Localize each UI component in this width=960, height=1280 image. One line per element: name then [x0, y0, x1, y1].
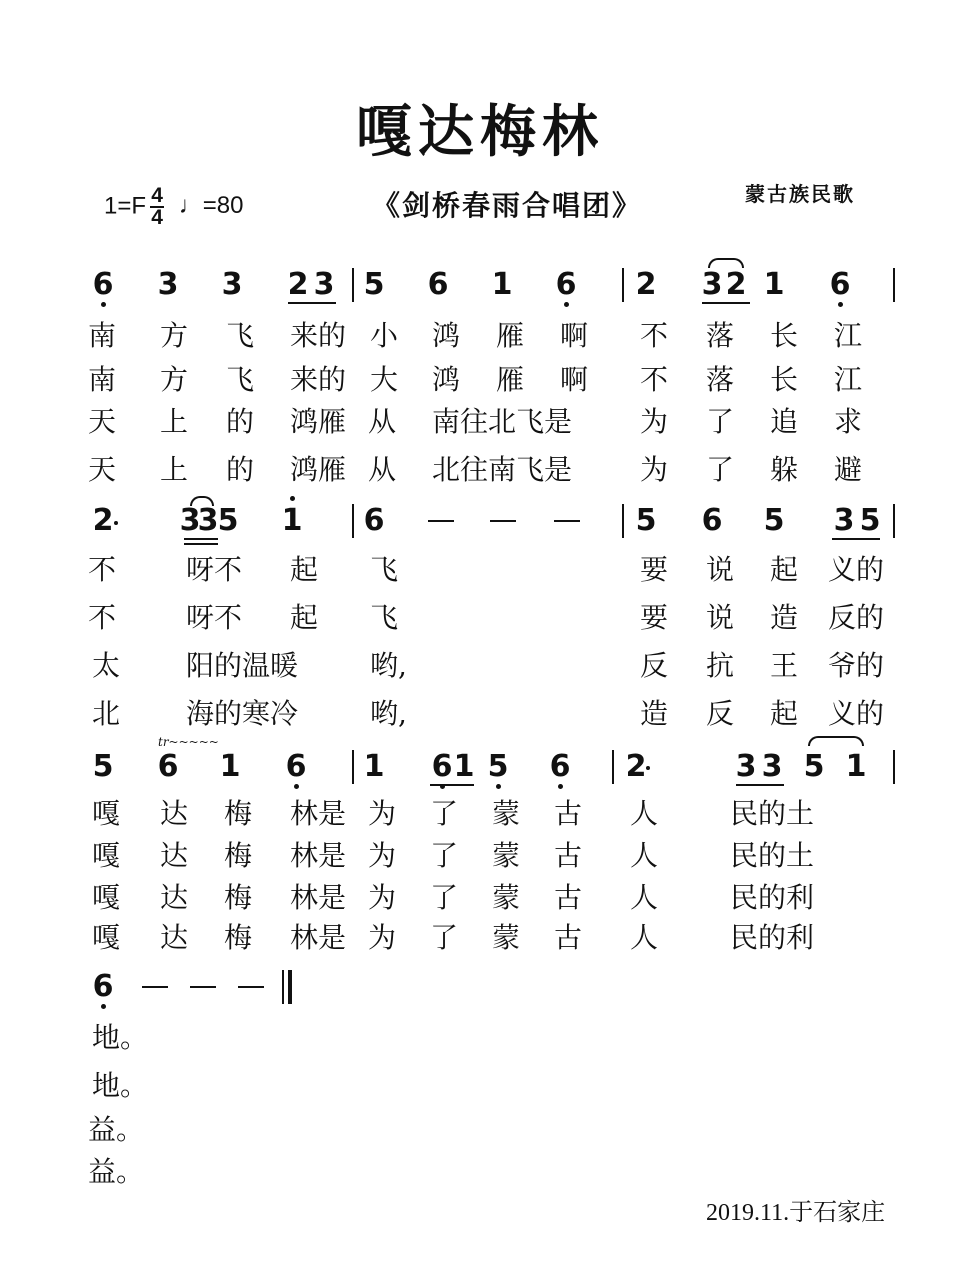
eighth-underline: [184, 538, 218, 540]
lyric-syllable: 了: [430, 921, 459, 954]
lyric-syllable: 人: [630, 839, 659, 872]
lyric-syllable: 鸿雁: [290, 405, 347, 438]
lyric-syllable: 小: [370, 319, 399, 352]
bar-line: [893, 750, 895, 784]
lyric-syllable: 林是: [290, 921, 347, 954]
lyric-syllable: 古: [554, 839, 583, 872]
bar-line: [352, 504, 354, 538]
lyric-syllable: 太: [92, 649, 121, 682]
lyric-syllable: 鸿雁: [290, 453, 347, 486]
lyric-syllable: 求: [834, 405, 863, 438]
bar-line: [893, 268, 895, 302]
lyric-syllable: 的: [226, 453, 255, 486]
lyric-syllable: 江: [834, 363, 863, 396]
lyric-syllable: 南: [88, 363, 117, 396]
hold-dash: [190, 986, 216, 988]
lyric-syllable: 蒙: [492, 921, 521, 954]
note: 3: [157, 267, 179, 302]
bar-line: [352, 268, 354, 302]
lyric-syllable: 起: [770, 697, 799, 730]
note: 2: [725, 267, 747, 302]
lyric-syllable: 梅: [224, 881, 253, 914]
note: 5: [363, 267, 385, 302]
bar-line: [612, 750, 614, 784]
hold-dash: [554, 520, 580, 522]
trill-mark: tr~~~~~: [158, 735, 219, 749]
lyric-syllable: 地。: [92, 1021, 149, 1054]
lyric-syllable: 雁: [496, 319, 525, 352]
slur: [808, 736, 864, 746]
lyric-syllable: 梅: [224, 839, 253, 872]
lyric-syllable: 鸿: [432, 319, 461, 352]
lyric-syllable: 达: [160, 921, 189, 954]
note: 6: [92, 267, 114, 302]
lyric-syllable: 抗: [706, 649, 735, 682]
note: 5: [635, 503, 657, 538]
lyric-syllable: 反的: [828, 601, 885, 634]
lyric-syllable: 了: [706, 453, 735, 486]
key-signature: [104, 186, 243, 228]
lyric-syllable: 方: [160, 363, 189, 396]
tempo-mark: ♩=80: [178, 192, 244, 220]
lyric-syllable: 达: [160, 839, 189, 872]
lyric-syllable: 南: [88, 319, 117, 352]
lyric-syllable: 北: [92, 697, 121, 730]
lyric-syllable: 人: [630, 921, 659, 954]
lyric-syllable: 南往北飞是: [432, 405, 573, 438]
lyric-syllable: 不: [640, 363, 669, 396]
low-octave-dot: [564, 302, 569, 307]
note: 3: [221, 267, 243, 302]
lyric-syllable: 上: [160, 453, 189, 486]
lyric-syllable: 避: [834, 453, 863, 486]
note: 6: [427, 267, 449, 302]
note: 1: [763, 267, 785, 302]
lyric-syllable: 民的利: [730, 921, 815, 954]
lyric-syllable: 益。: [88, 1155, 145, 1188]
lyric-syllable: 人: [630, 797, 659, 830]
note: 3: [179, 503, 201, 538]
note: 5: [763, 503, 785, 538]
lyric-syllable: 躲: [770, 453, 799, 486]
lyric-syllable: 天: [88, 453, 117, 486]
low-octave-dot: [101, 1004, 106, 1009]
note: 2: [635, 267, 657, 302]
note: 3: [735, 749, 757, 784]
lyric-syllable: 啊: [560, 319, 589, 352]
lyric-syllable: 说: [706, 553, 735, 586]
low-octave-dot: [496, 784, 501, 789]
lyric-syllable: 不: [88, 553, 117, 586]
lyric-syllable: 了: [430, 881, 459, 914]
lyric-syllable: 义的: [828, 697, 885, 730]
lyric-syllable: 古: [554, 881, 583, 914]
key-prefix: 1=F: [104, 192, 147, 220]
time-beats: 4: [151, 184, 163, 207]
lyric-syllable: 蒙: [492, 839, 521, 872]
low-octave-dot: [294, 784, 299, 789]
note: 6: [363, 503, 385, 538]
lyric-syllable: 长: [770, 363, 799, 396]
lyric-syllable: 要: [640, 601, 669, 634]
note: 5: [217, 503, 239, 538]
note: 3: [313, 267, 335, 302]
eighth-underline: [430, 784, 474, 786]
lyric-syllable: 啊: [560, 363, 589, 396]
lyric-syllable: 天: [88, 405, 117, 438]
lyric-syllable: 来的: [290, 363, 347, 396]
note: 3: [701, 267, 723, 302]
lyric-syllable: 飞: [370, 601, 399, 634]
lyric-syllable: 起: [290, 553, 319, 586]
lyric-syllable: 人: [630, 881, 659, 914]
hold-dash: [428, 520, 454, 522]
lyric-syllable: 为: [368, 921, 397, 954]
sixteenth-underline: [184, 543, 218, 545]
lyric-syllable: 古: [554, 797, 583, 830]
date-signature: 2019.11.于石家庄: [706, 1200, 886, 1226]
lyric-syllable: 落: [706, 363, 735, 396]
lyric-syllable: 起: [290, 601, 319, 634]
augmentation-dot: [646, 766, 650, 770]
lyric-syllable: 造: [770, 601, 799, 634]
lyric-syllable: 阳的温暖: [186, 649, 299, 682]
lyric-syllable: 为: [640, 453, 669, 486]
lyric-syllable: 从: [368, 405, 397, 438]
lyric-syllable: 不: [88, 601, 117, 634]
note: 5: [92, 749, 114, 784]
lyric-syllable: 反: [706, 697, 735, 730]
lyric-syllable: 梅: [224, 921, 253, 954]
lyric-syllable: 飞: [226, 363, 255, 396]
lyric-syllable: 从: [368, 453, 397, 486]
bar-line: [893, 504, 895, 538]
choir-name: 《剑桥春雨合唱团》: [372, 189, 643, 222]
lyric-syllable: 林是: [290, 881, 347, 914]
lyric-syllable: 大: [370, 363, 399, 396]
lyric-syllable: 鸿: [432, 363, 461, 396]
lyric-syllable: 海的寒冷: [186, 697, 299, 730]
lyric-syllable: 落: [706, 319, 735, 352]
note: 6: [829, 267, 851, 302]
final-bar-thin: [282, 970, 284, 1004]
lyric-syllable: 达: [160, 881, 189, 914]
lyric-syllable: 爷的: [828, 649, 885, 682]
note: 1: [491, 267, 513, 302]
lyric-syllable: 要: [640, 553, 669, 586]
bar-line: [352, 750, 354, 784]
lyric-syllable: 蒙: [492, 881, 521, 914]
lyric-syllable: 反: [640, 649, 669, 682]
lyric-syllable: 梅: [224, 797, 253, 830]
note: 1: [363, 749, 385, 784]
eighth-underline: [832, 538, 880, 540]
lyric-syllable: 古: [554, 921, 583, 954]
lyric-syllable: 造: [640, 697, 669, 730]
eighth-underline: [702, 302, 750, 304]
lyric-syllable: 说: [706, 601, 735, 634]
low-octave-dot: [838, 302, 843, 307]
lyric-syllable: 不: [640, 319, 669, 352]
note: 3: [761, 749, 783, 784]
lyric-syllable: 了: [430, 797, 459, 830]
lyric-syllable: 蒙: [492, 797, 521, 830]
lyric-syllable: 哟,: [370, 697, 407, 730]
bar-line: [622, 504, 624, 538]
lyric-syllable: 民的利: [730, 881, 815, 914]
lyric-syllable: 民的土: [730, 797, 815, 830]
lyric-syllable: 追: [770, 405, 799, 438]
song-title: 嘎达梅林: [356, 99, 604, 165]
note: 2: [92, 503, 114, 538]
lyric-syllable: 起: [770, 553, 799, 586]
lyric-syllable: 北往南飞是: [432, 453, 573, 486]
lyric-syllable: 呀不: [186, 601, 243, 634]
note: 5: [859, 503, 881, 538]
lyric-syllable: 嘎: [92, 881, 121, 914]
bar-line: [622, 268, 624, 302]
lyric-syllable: 达: [160, 797, 189, 830]
high-octave-dot: [290, 496, 295, 501]
eighth-underline: [736, 784, 784, 786]
lyric-syllable: 林是: [290, 839, 347, 872]
note: 6: [701, 503, 723, 538]
lyric-syllable: 王: [770, 649, 799, 682]
lyric-syllable: 来的: [290, 319, 347, 352]
lyric-syllable: 嘎: [92, 797, 121, 830]
note: 1: [219, 749, 241, 784]
lyric-syllable: 为: [640, 405, 669, 438]
lyric-syllable: 民的土: [730, 839, 815, 872]
lyric-syllable: 义的: [828, 553, 885, 586]
lyric-syllable: 江: [834, 319, 863, 352]
lyric-syllable: 的: [226, 405, 255, 438]
note: 6: [431, 749, 453, 784]
note: 6: [157, 749, 179, 784]
lyric-syllable: 飞: [226, 319, 255, 352]
note: 6: [92, 969, 114, 1004]
lyric-syllable: 长: [770, 319, 799, 352]
note: 1: [281, 503, 303, 538]
eighth-underline: [288, 302, 336, 304]
lyric-syllable: 上: [160, 405, 189, 438]
lyric-syllable: 雁: [496, 363, 525, 396]
time-signature: [150, 186, 164, 228]
lyric-syllable: 为: [368, 839, 397, 872]
note: 3: [197, 503, 219, 538]
lyric-syllable: 了: [706, 405, 735, 438]
hold-dash: [490, 520, 516, 522]
lyric-syllable: 嘎: [92, 921, 121, 954]
note: 6: [285, 749, 307, 784]
note: 3: [833, 503, 855, 538]
lyric-syllable: 林是: [290, 797, 347, 830]
final-bar-thick: [288, 970, 292, 1004]
hold-dash: [142, 986, 168, 988]
lyric-syllable: 呀不: [186, 553, 243, 586]
note: 1: [845, 749, 867, 784]
note: 6: [549, 749, 571, 784]
lyric-syllable: 了: [430, 839, 459, 872]
time-unit: 4: [151, 206, 163, 229]
low-octave-dot: [558, 784, 563, 789]
lyric-syllable: 地。: [92, 1069, 149, 1102]
song-origin: 蒙古族民歌: [745, 182, 855, 206]
lyric-syllable: 嘎: [92, 839, 121, 872]
lyric-syllable: 为: [368, 797, 397, 830]
note: 1: [453, 749, 475, 784]
lyric-syllable: 益。: [88, 1113, 145, 1146]
lyric-syllable: 飞: [370, 553, 399, 586]
note: 6: [555, 267, 577, 302]
augmentation-dot: [114, 521, 118, 525]
lyric-syllable: 方: [160, 319, 189, 352]
note: 5: [487, 749, 509, 784]
hold-dash: [238, 986, 264, 988]
note: 2: [287, 267, 309, 302]
lyric-syllable: 为: [368, 881, 397, 914]
note: 5: [803, 749, 825, 784]
note: 2: [625, 749, 647, 784]
lyric-syllable: 哟,: [370, 649, 407, 682]
low-octave-dot: [101, 302, 106, 307]
